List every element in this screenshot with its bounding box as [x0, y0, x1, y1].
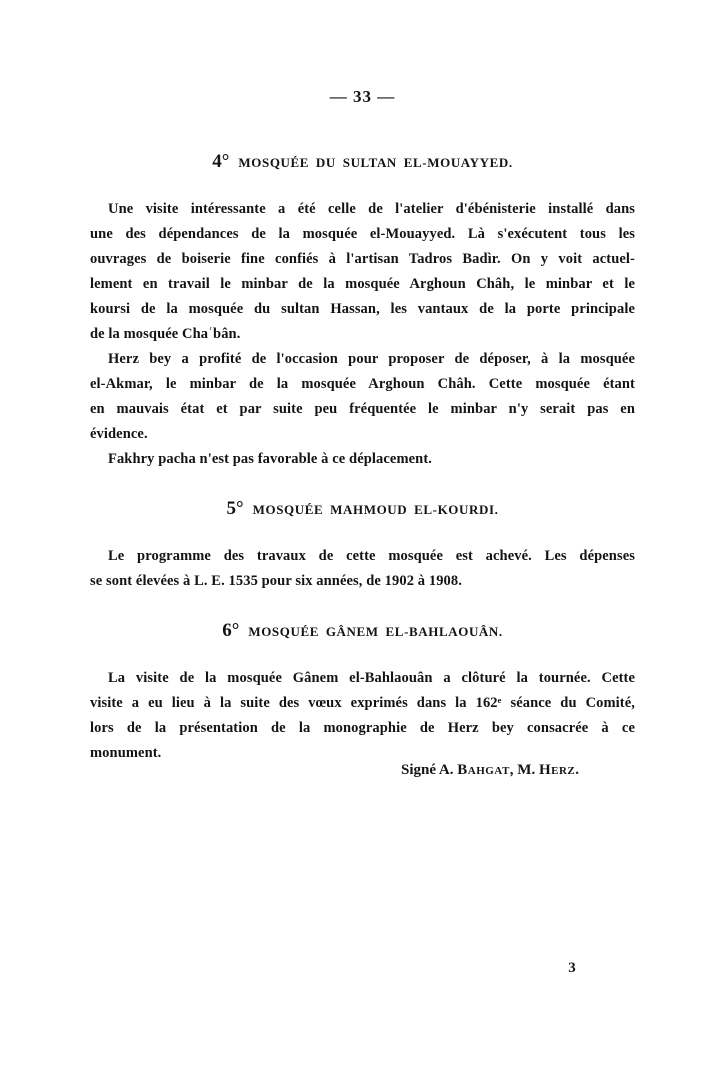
text-block: [90, 84, 635, 783]
text-line: en mauvais état et par suite peu fréquentée le minbar n'y serait pas en: [90, 401, 635, 417]
section-title: MOSQUÉE MAHMOUD EL-KOURDI.: [252, 502, 499, 517]
section-title: MOSQUÉE GÂNEM EL-BAHLAOUÂN.: [248, 624, 503, 639]
text-line: lors de la présentation de la monographie de Herz bey consacrée à ce: [90, 720, 635, 736]
paragraph: [90, 347, 635, 447]
section-number: 5°: [226, 498, 244, 519]
paragraph: [90, 447, 635, 472]
paragraph: [90, 197, 635, 347]
text-line: lement en travail le minbar de la mosquée Arghoun Châh, le minbar et le: [90, 276, 635, 292]
paragraph: [90, 544, 635, 594]
signature-middle: , M.: [509, 762, 539, 778]
text-line: monument.: [90, 745, 162, 761]
document-section: [90, 496, 635, 594]
text-line: el-Akmar, le minbar de la mosquée Arghoun Châh. Cette mosquée étant: [90, 376, 635, 392]
page-number-footer: 3: [568, 960, 576, 976]
document-section: [90, 149, 635, 472]
signature-name-herz: Herz: [538, 762, 576, 778]
text-line: se sont élevées à L. E. 1535 pour six années, de 1902 à 1908.: [90, 573, 462, 589]
text-line: une des dépendances de la mosquée el-Mouayyed. Là s'exécutent tous les: [90, 226, 635, 242]
signature-name-bahgat: Bahgat: [457, 762, 510, 778]
text-line: Herz bey a profité de l'occasion pour proposer de déposer, à la mosquée: [108, 351, 635, 367]
text-line: koursi de la mosquée du sultan Hassan, les vantaux de la porte principale: [90, 301, 635, 317]
signature-line: [90, 758, 635, 783]
text-line: La visite de la mosquée Gânem el-Bahlaouân a clôturé la tournée. Cette: [108, 670, 635, 686]
text-line: visite a eu lieu à la suite des vœux exprimés dans la 162ᵉ séance du Comité,: [90, 695, 635, 711]
text-line: évidence.: [90, 426, 148, 442]
section-title: MOSQUÉE DU SULTAN EL-MOUAYYED.: [238, 155, 513, 170]
signature-end: .: [575, 762, 579, 778]
text-line: Fakhry pacha n'est pas favorable à ce déplacement.: [108, 451, 432, 467]
section-heading: [90, 618, 635, 644]
text-line: de la mosquée Chaʿbân.: [90, 326, 241, 342]
text-line: ouvrages de boiserie fine confiés à l'artisan Tadros Badìr. On y voit actuel-: [90, 251, 635, 267]
sections: [90, 149, 635, 766]
document-section: [90, 618, 635, 766]
section-heading: [90, 496, 635, 522]
section-number: 4°: [212, 151, 230, 172]
text-line: Une visite intéressante a été celle de l'atelier d'ébénisterie installé dans: [108, 201, 635, 217]
signature-lead: Signé A.: [400, 762, 458, 778]
page-number-header: — 33 —: [329, 87, 396, 106]
text-line: Le programme des travaux de cette mosquée est achevé. Les dépenses: [108, 548, 635, 564]
paragraph: [90, 666, 635, 766]
section-heading: [90, 149, 635, 175]
section-number: 6°: [222, 620, 240, 641]
